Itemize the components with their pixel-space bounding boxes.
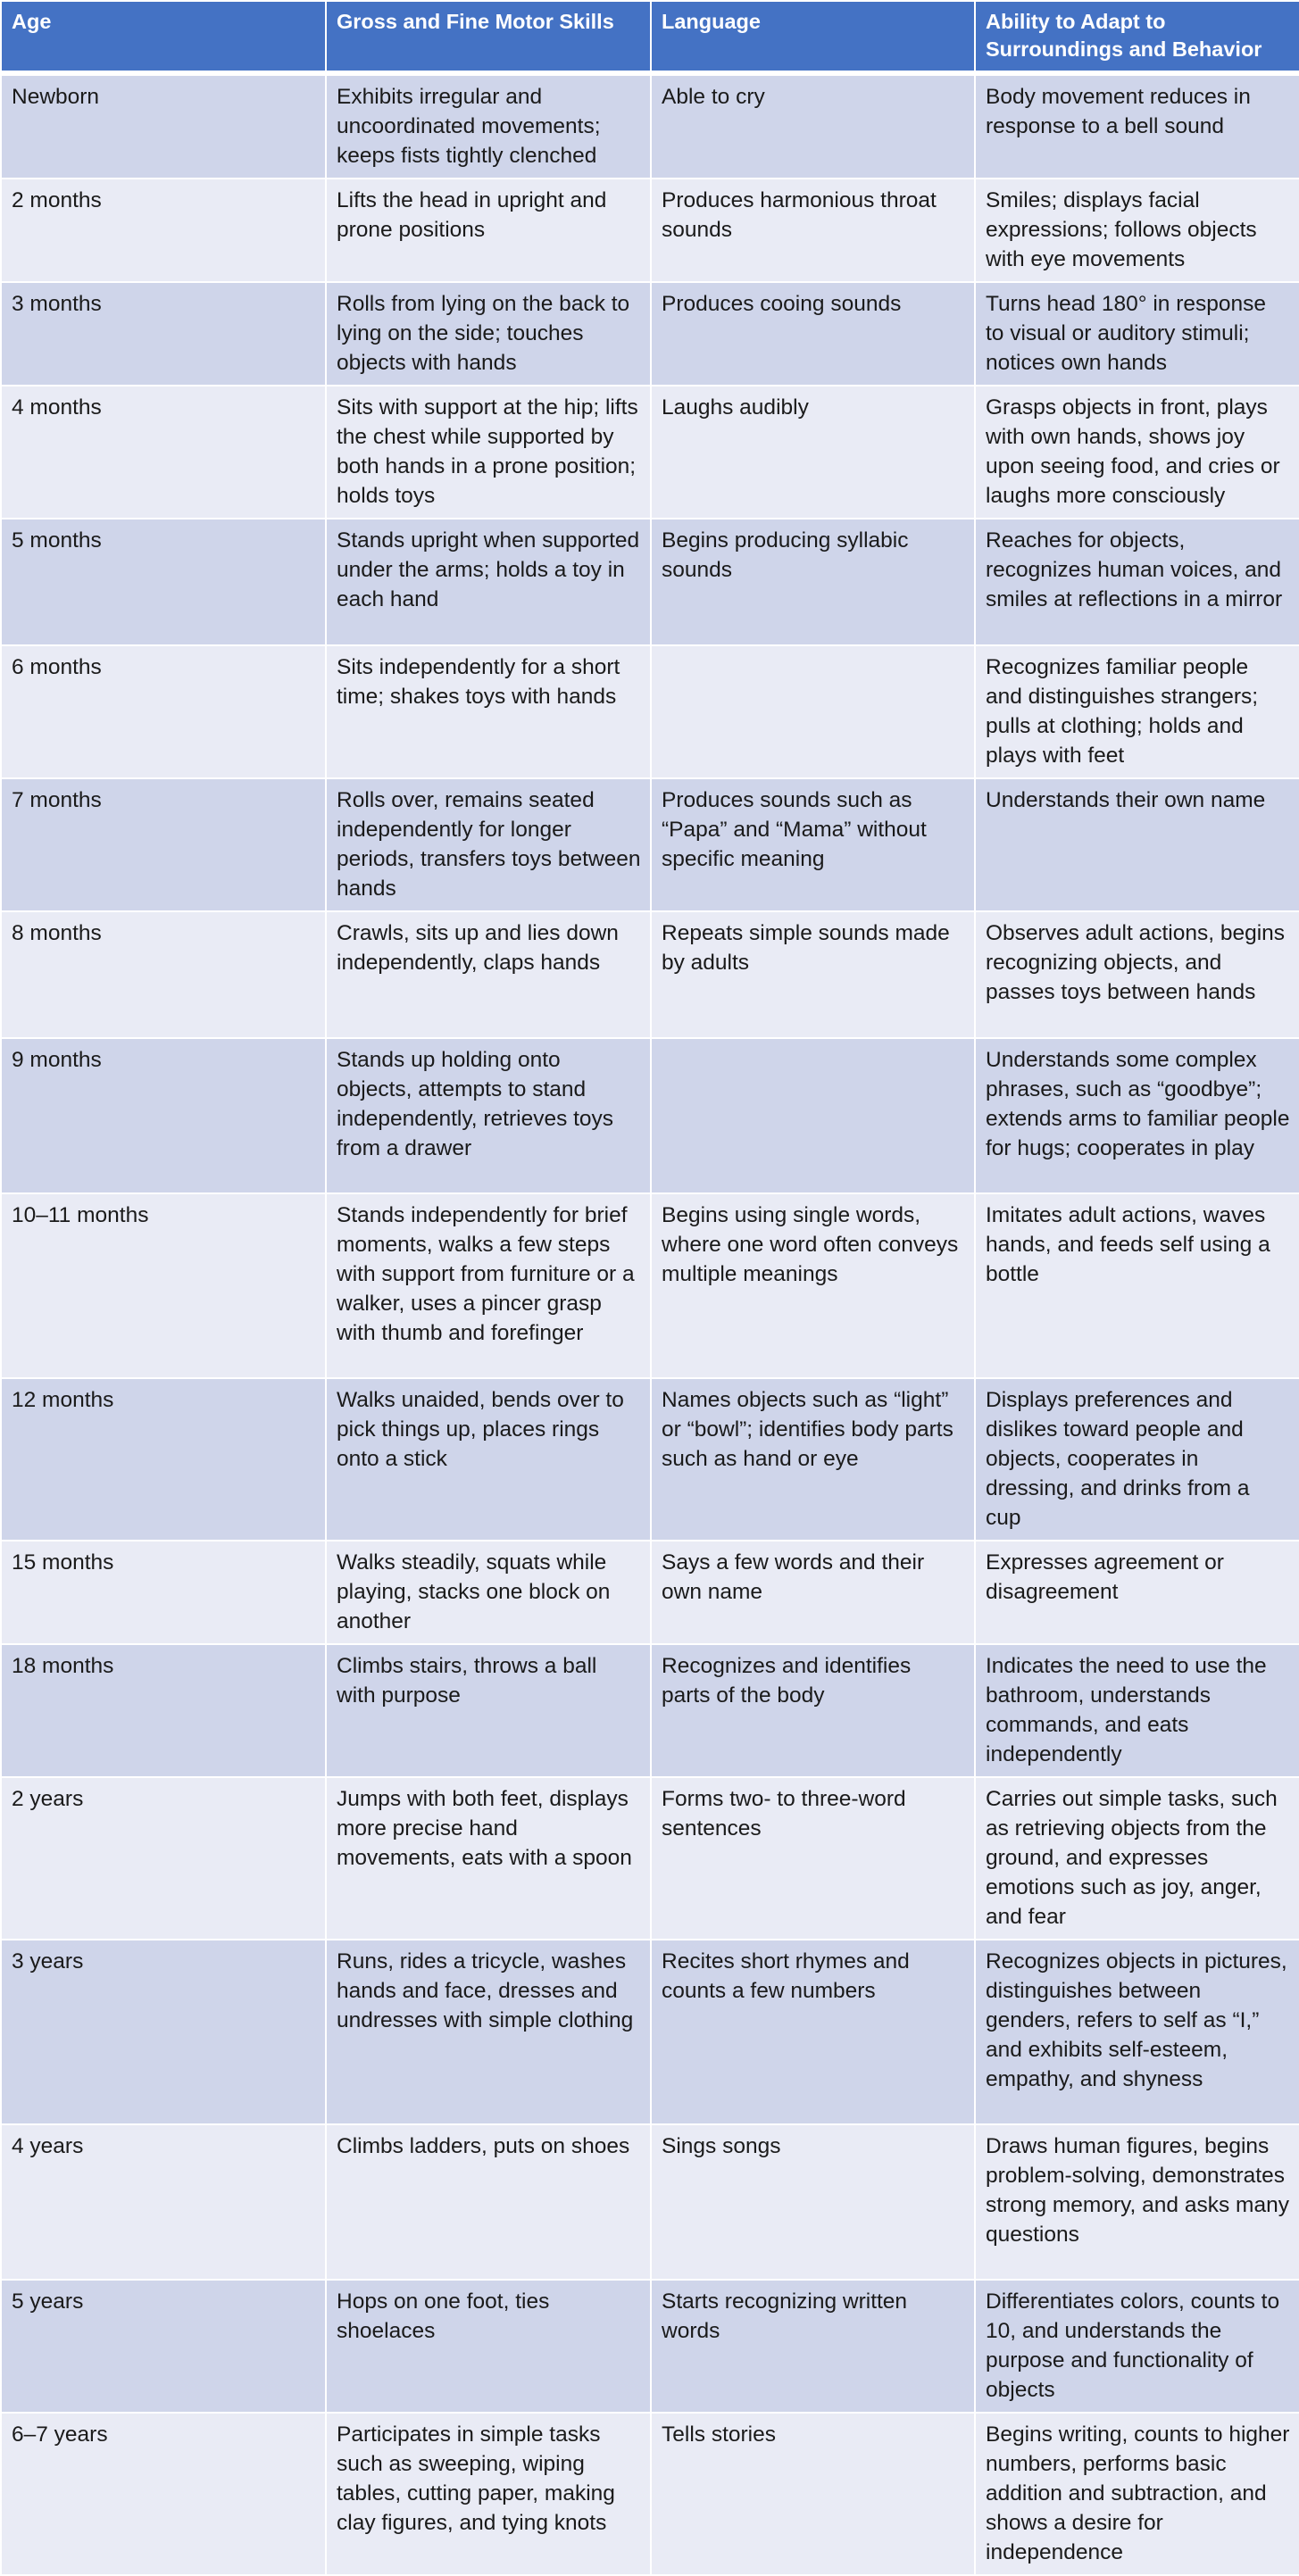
- language-cell: Tells stories: [651, 2413, 975, 2575]
- table-row: [1, 778, 1299, 911]
- language-cell: Begins using single words, where one word often conveys multiple meanings: [651, 1193, 975, 1378]
- language-cell: Starts recognizing written words: [651, 2280, 975, 2413]
- table-row: [1, 1541, 1299, 1644]
- adapt-cell: Imitates adult actions, waves hands, and feeds self using a bottle: [975, 1193, 1299, 1378]
- motor-cell: Stands independently for brief moments, walks a few steps with support from furniture or a walker, uses a pincer grasp with thumb and forefinger: [326, 1193, 651, 1378]
- table-row: [1, 2124, 1299, 2280]
- motor-cell: Stands up holding onto objects, attempts to stand independently, retrieves toys from a drawer: [326, 1038, 651, 1193]
- motor-cell: Lifts the head in upright and prone positions: [326, 179, 651, 282]
- motor-cell: Crawls, sits up and lies down independently, claps hands: [326, 911, 651, 1038]
- table-row: [1, 1038, 1299, 1193]
- table-header: [1, 1, 1299, 73]
- adapt-cell: Recognizes objects in pictures, distinguishes between genders, refers to self as “I,” and exhibits self-esteem, empathy, and shyness: [975, 1940, 1299, 2124]
- table-row: [1, 179, 1299, 282]
- header-language: Language: [651, 1, 975, 73]
- table-row: [1, 1378, 1299, 1541]
- age-cell: 3 months: [1, 282, 326, 386]
- adapt-cell: Observes adult actions, begins recognizing objects, and passes toys between hands: [975, 911, 1299, 1038]
- motor-cell: Walks steadily, squats while playing, stacks one block on another: [326, 1541, 651, 1644]
- adapt-cell: Carries out simple tasks, such as retrieving objects from the ground, and expresses emotions such as joy, anger, and fear: [975, 1777, 1299, 1940]
- age-cell: 8 months: [1, 911, 326, 1038]
- table-row: [1, 1644, 1299, 1777]
- header-age: Age: [1, 1, 326, 73]
- adapt-cell: Expresses agreement or disagreement: [975, 1541, 1299, 1644]
- table-row: [1, 386, 1299, 519]
- adapt-cell: Turns head 180° in response to visual or auditory stimuli; notices own hands: [975, 282, 1299, 386]
- age-cell: 5 months: [1, 519, 326, 645]
- motor-cell: Walks unaided, bends over to pick things up, places rings onto a stick: [326, 1378, 651, 1541]
- language-cell: Repeats simple sounds made by adults: [651, 911, 975, 1038]
- header-motor-skills: Gross and Fine Motor Skills: [326, 1, 651, 73]
- motor-cell: Exhibits irregular and uncoordinated movements; keeps fists tightly clenched: [326, 73, 651, 179]
- adapt-cell: Begins writing, counts to higher numbers, performs basic addition and subtraction, and shows a desire for independence: [975, 2413, 1299, 2575]
- language-cell: Sings songs: [651, 2124, 975, 2280]
- table-row: [1, 1193, 1299, 1378]
- adapt-cell: Body movement reduces in response to a bell sound: [975, 73, 1299, 179]
- motor-cell: Climbs ladders, puts on shoes: [326, 2124, 651, 2280]
- language-cell: Produces harmonious throat sounds: [651, 179, 975, 282]
- age-cell: 6 months: [1, 645, 326, 778]
- motor-cell: Sits independently for a short time; shakes toys with hands: [326, 645, 651, 778]
- language-cell: Produces sounds such as “Papa” and “Mama” without specific meaning: [651, 778, 975, 911]
- table-row: [1, 1940, 1299, 2124]
- age-cell: 12 months: [1, 1378, 326, 1541]
- age-cell: 2 months: [1, 179, 326, 282]
- age-cell: 6–7 years: [1, 2413, 326, 2575]
- motor-cell: Stands upright when supported under the arms; holds a toy in each hand: [326, 519, 651, 645]
- table-row: [1, 2413, 1299, 2575]
- age-cell: 9 months: [1, 1038, 326, 1193]
- age-cell: Newborn: [1, 73, 326, 179]
- language-cell: Forms two- to three-word sentences: [651, 1777, 975, 1940]
- adapt-cell: Draws human figures, begins problem-solving, demonstrates strong memory, and asks many questions: [975, 2124, 1299, 2280]
- motor-cell: Climbs stairs, throws a ball with purpose: [326, 1644, 651, 1777]
- motor-cell: Participates in simple tasks such as sweeping, wiping tables, cutting paper, making clay figures, and tying knots: [326, 2413, 651, 2575]
- age-cell: 7 months: [1, 778, 326, 911]
- adapt-cell: Displays preferences and dislikes toward people and objects, cooperates in dressing, and drinks from a cup: [975, 1378, 1299, 1541]
- age-cell: 4 months: [1, 386, 326, 519]
- header-row: [1, 1, 1299, 73]
- adapt-cell: Differentiates colors, counts to 10, and understands the purpose and functionality of objects: [975, 2280, 1299, 2413]
- table-row: [1, 519, 1299, 645]
- language-cell: Names objects such as “light” or “bowl”; identifies body parts such as hand or eye: [651, 1378, 975, 1541]
- motor-cell: Rolls from lying on the back to lying on the side; touches objects with hands: [326, 282, 651, 386]
- adapt-cell: Understands their own name: [975, 778, 1299, 911]
- age-cell: 18 months: [1, 1644, 326, 1777]
- motor-cell: Jumps with both feet, displays more precise hand movements, eats with a spoon: [326, 1777, 651, 1940]
- language-cell: Says a few words and their own name: [651, 1541, 975, 1644]
- language-cell: [651, 1038, 975, 1193]
- table-row: [1, 73, 1299, 179]
- language-cell: Recognizes and identifies parts of the body: [651, 1644, 975, 1777]
- language-cell: Recites short rhymes and counts a few numbers: [651, 1940, 975, 2124]
- language-cell: Laughs audibly: [651, 386, 975, 519]
- motor-cell: Hops on one foot, ties shoelaces: [326, 2280, 651, 2413]
- language-cell: Able to cry: [651, 73, 975, 179]
- age-cell: 3 years: [1, 1940, 326, 2124]
- age-cell: 5 years: [1, 2280, 326, 2413]
- motor-cell: Rolls over, remains seated independently for longer periods, transfers toys between hands: [326, 778, 651, 911]
- table-body: [1, 73, 1299, 2575]
- language-cell: Begins producing syllabic sounds: [651, 519, 975, 645]
- age-cell: 2 years: [1, 1777, 326, 1940]
- age-cell: 4 years: [1, 2124, 326, 2280]
- motor-cell: Sits with support at the hip; lifts the chest while supported by both hands in a prone position; holds toys: [326, 386, 651, 519]
- adapt-cell: Recognizes familiar people and distinguishes strangers; pulls at clothing; holds and plays with feet: [975, 645, 1299, 778]
- adapt-cell: Grasps objects in front, plays with own hands, shows joy upon seeing food, and cries or laughs more consciously: [975, 386, 1299, 519]
- table-row: [1, 645, 1299, 778]
- table-row: [1, 911, 1299, 1038]
- language-cell: [651, 645, 975, 778]
- motor-cell: Runs, rides a tricycle, washes hands and face, dresses and undresses with simple clothing: [326, 1940, 651, 2124]
- age-cell: 15 months: [1, 1541, 326, 1644]
- adapt-cell: Indicates the need to use the bathroom, understands commands, and eats independently: [975, 1644, 1299, 1777]
- header-adaptation-behavior: Ability to Adapt to Surroundings and Behavior: [975, 1, 1299, 73]
- adapt-cell: Smiles; displays facial expressions; follows objects with eye movements: [975, 179, 1299, 282]
- table-row: [1, 282, 1299, 386]
- language-cell: Produces cooing sounds: [651, 282, 975, 386]
- table-row: [1, 1777, 1299, 1940]
- adapt-cell: Reaches for objects, recognizes human voices, and smiles at reflections in a mirror: [975, 519, 1299, 645]
- age-cell: 10–11 months: [1, 1193, 326, 1378]
- table-row: [1, 2280, 1299, 2413]
- adapt-cell: Understands some complex phrases, such as “goodbye”; extends arms to familiar people for hugs; cooperates in play: [975, 1038, 1299, 1193]
